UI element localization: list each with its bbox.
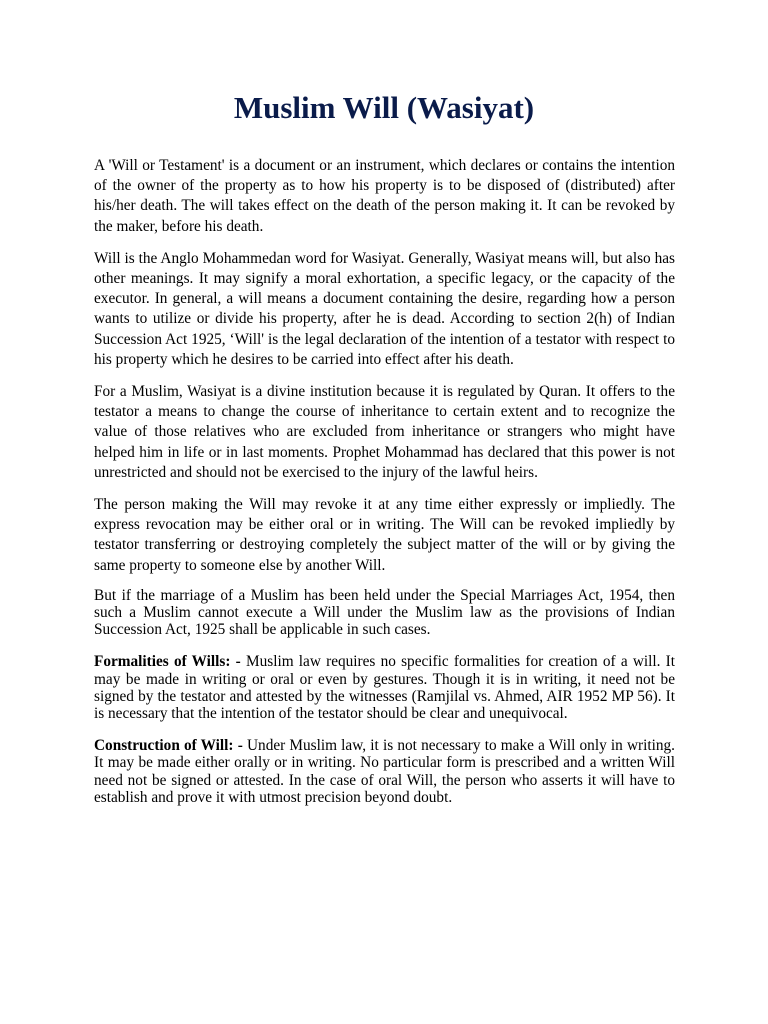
paragraph-will-definition: A 'Will or Testament' is a document or an instrument, which declares or contains the intention of the owner of the property as to how his property is to be disposed of (distributed) after his/her death. The will takes effect on the death of the person making it. It can be revoked by the maker, before his death. (94, 157, 675, 235)
document-title: Muslim Will (Wasiyat) (233, 90, 535, 125)
document-body (94, 156, 675, 820)
section-text-construction: Under Muslim law, it is not necessary to make a Will only in writing. It may be made either orally or in writing. No particular form is prescribed and a written Will need not be signed or attested. In the case of oral Will, the person who asserts it will have to establish and prove it with utmost precision beyond doubt. (94, 737, 675, 806)
section-text-formalities: Muslim law requires no specific formalities for creation of a will. It may be made in writing or oral or even by gestures. Though it is in writing, it need not be signed by the testator and attested by the witnesses (Ramjilal vs. Ahmed, AIR 1952 MP 56). It is necessary that the intention of the testator should be clear and unequivocal. (94, 653, 675, 723)
paragraph-divine-institution: For a Muslim, Wasiyat is a divine institution because it is regulated by Quran. It offers to the testator a means to change the course of inheritance to certain extent and to recognize the value of those relatives who are excluded from inheritance or strangers who might have helped him in life or in last moments. Prophet Mohammad has declared that this power is not unrestricted and should not be exercised to the injury of the lawful heirs. (94, 383, 675, 481)
section-heading-construction: Construction of Will: - (94, 737, 243, 755)
paragraph-special-marriages-act: But if the marriage of a Muslim has been held under the Special Marriages Act, 1954, then such a Muslim cannot execute a Will under the Muslim law as the provisions of Indian Succession Act, 1925 shall be applicable in such cases. (94, 586, 675, 639)
paragraph-revocation: The person making the Will may revoke it at any time either expressly or impliedly. The express revocation may be either oral or in writing. The Will can be revoked impliedly by testator transferring or destroying completely the subject matter of the will or by giving the same property to someone else by another Will. (94, 496, 675, 574)
paragraph-formalities-of-wills (94, 653, 675, 722)
section-heading-formalities: Formalities of Wills: - (94, 653, 241, 671)
paragraph-wasiyat-meaning: Will is the Anglo Mohammedan word for Wasiyat. Generally, Wasiyat means will, but also has other meanings. It may signify a moral exhortation, a specific legacy, or the capacity of the executor. In general, a will means a document containing the desire, regarding how a person wants to utilize or divide his property, after he is dead. According to section 2(h) of Indian Succession Act 1925, ‘Will' is the legal declaration of the intention of a testator with respect to his property which he desires to be carried into effect after his death. (94, 249, 675, 368)
paragraph-construction-of-will (94, 737, 675, 806)
